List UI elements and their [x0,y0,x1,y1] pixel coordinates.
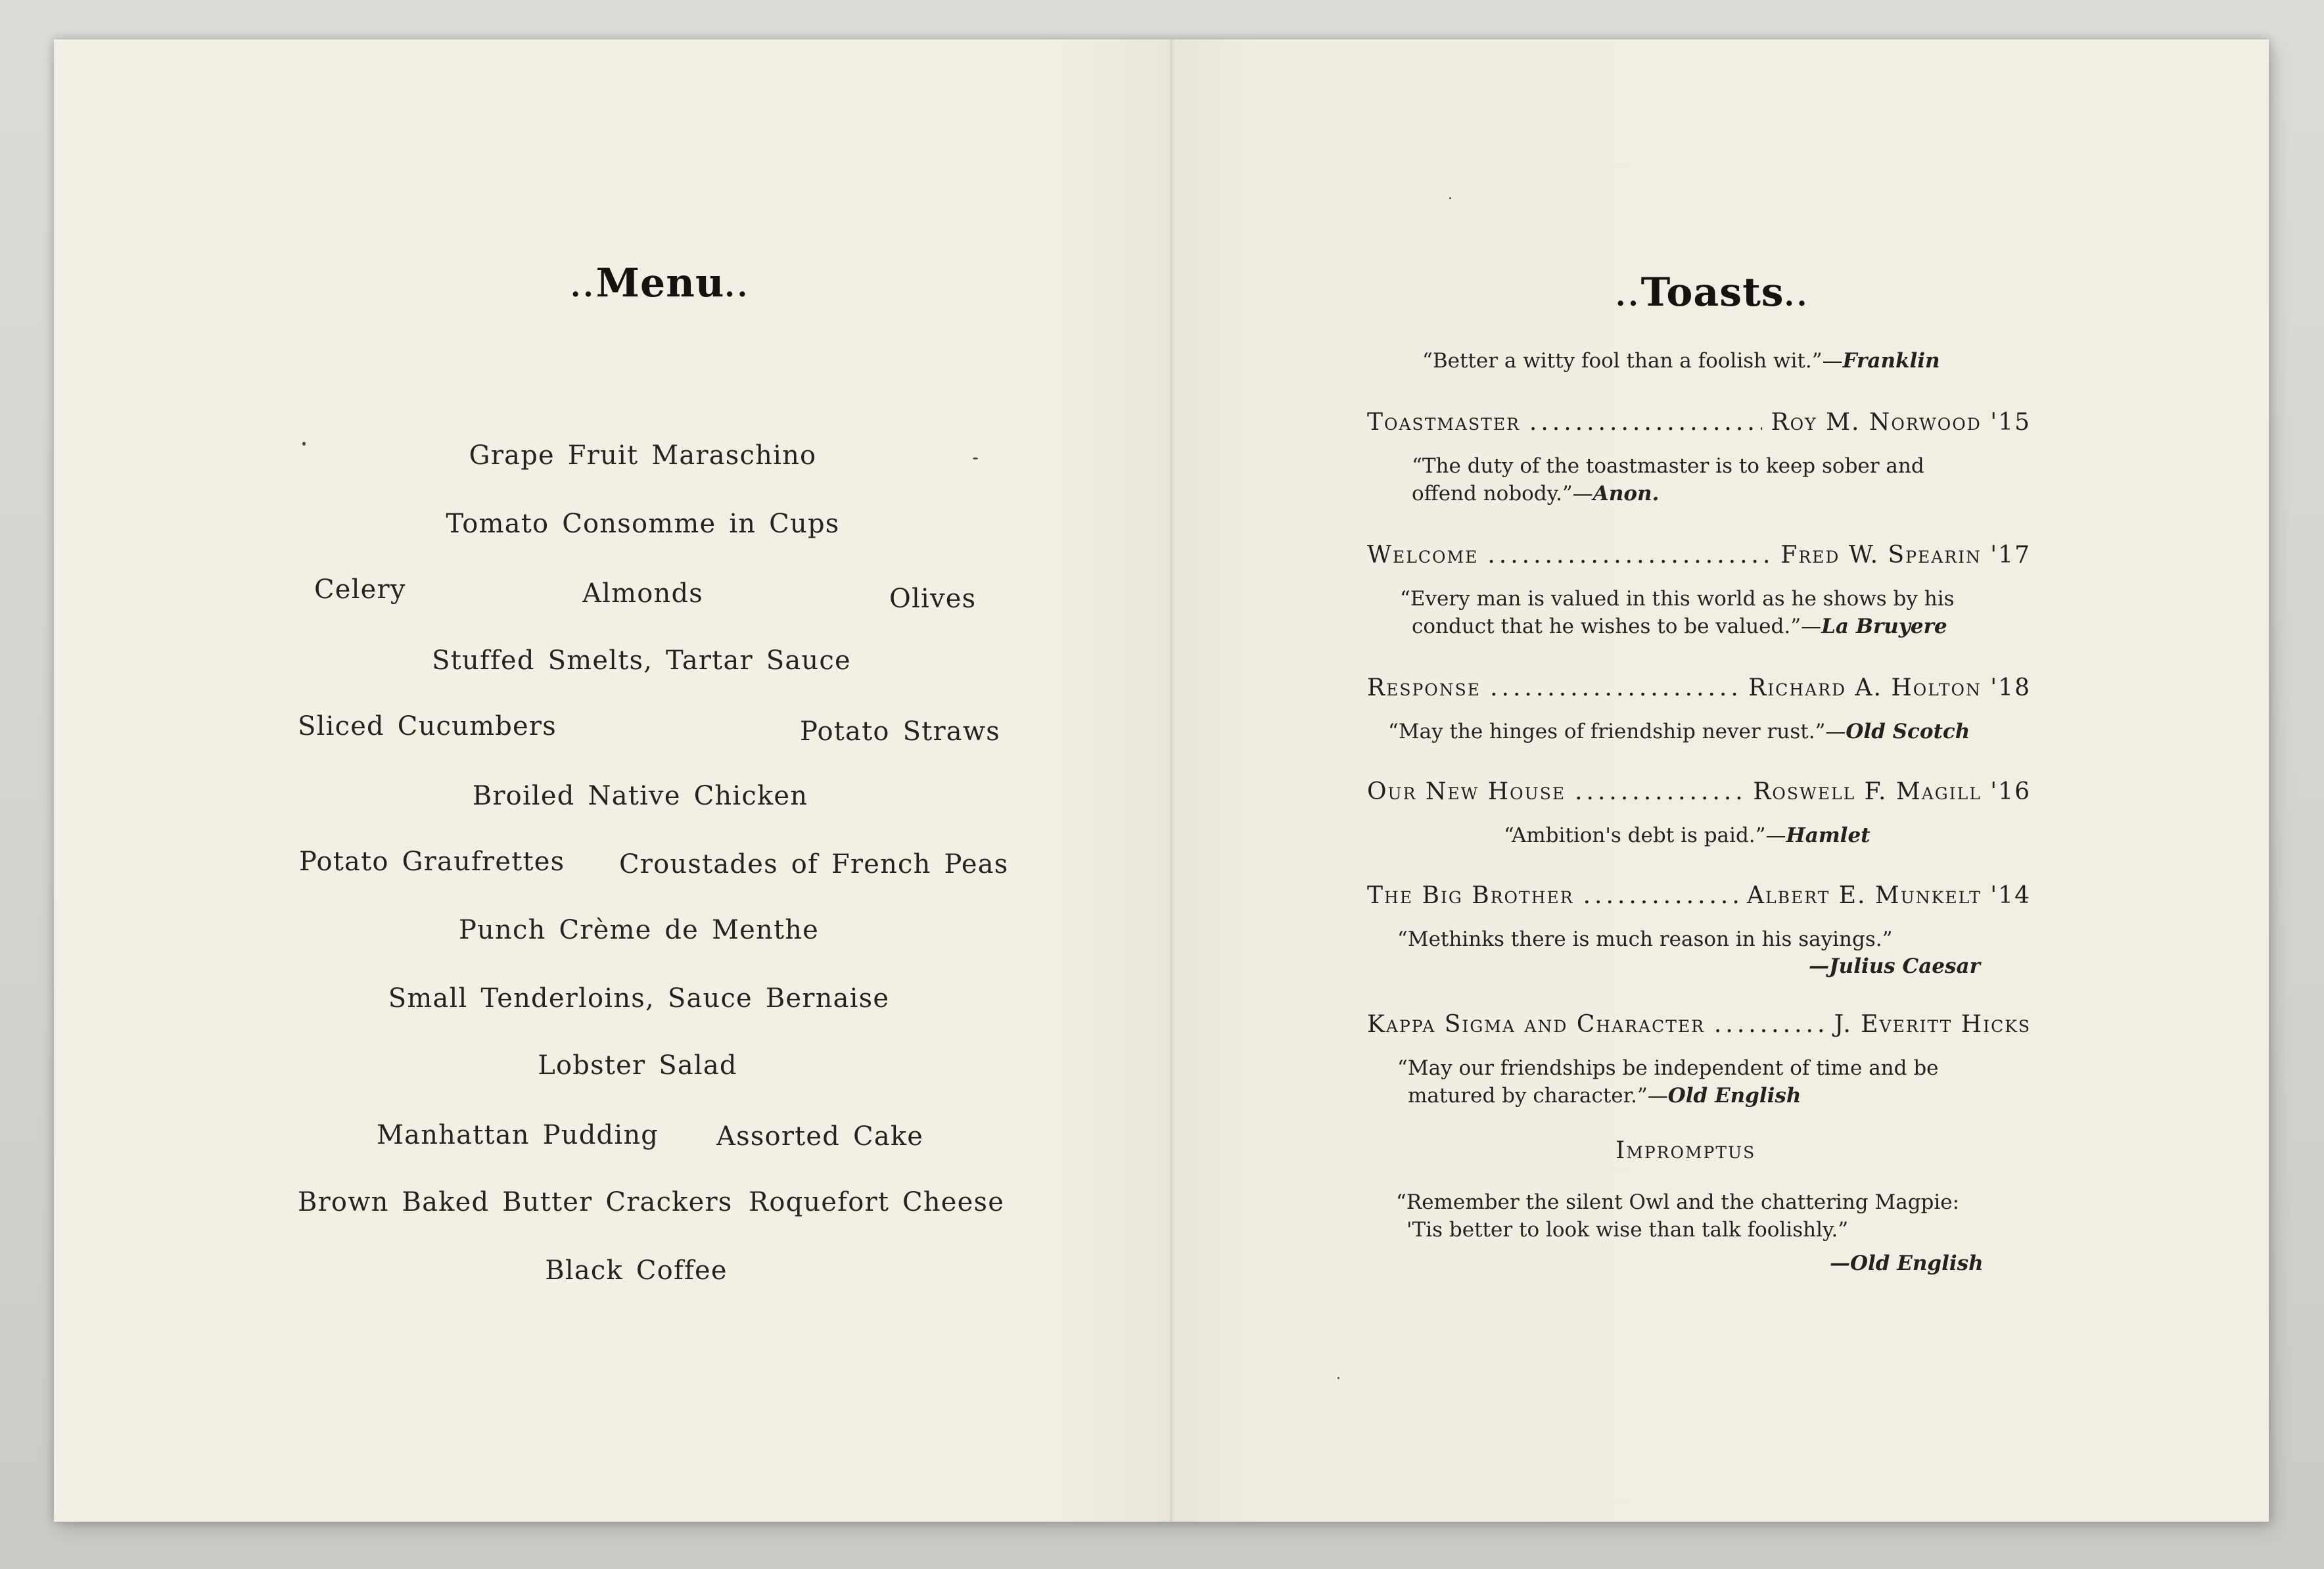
quote-line: “Methinks there is much reason in his sayings.” [1397,927,1893,951]
toast-speaker: Roswell F. Magill '16 [1753,778,2031,805]
menu-item: Stuffed Smelts, Tartar Sauce [432,645,851,676]
menu-item: Assorted Cake [716,1121,924,1152]
menu-item: Punch Crème de Menthe [458,915,820,945]
menu-item: Roquefort Cheese [749,1187,1005,1217]
menu-item: Sliced Cucumbers [298,711,557,741]
quote-line: 'Tis better to look wise than talk foolishly.” [1406,1218,1849,1242]
paper-speck [302,442,306,446]
toast-line [1367,778,2031,805]
menu-item: Celery [314,574,406,605]
menu-item: Potato Straws [800,716,1000,747]
menu-heading [570,260,750,306]
toast-role: Response [1367,674,1481,701]
epigraph-text: “Better a witty fool than a foolish wit.”— [1422,349,1843,373]
quote-line: “Ambition's debt is paid.”— [1504,824,1786,847]
menu-item: Croustades of French Peas [619,849,1009,879]
menu-item: Tomato Consomme in Cups [446,509,840,539]
toast-quote [1388,718,1970,745]
heading-dots-left: .. [570,270,596,304]
center-fold [1169,39,1173,1522]
quote-line: conduct that he wishes to be valued.”— [1412,615,1822,638]
toast-role: The Big Brother [1367,882,1574,909]
menu-item: Broiled Native Chicken [472,781,808,811]
impromptus-heading: Impromptus [1615,1137,1756,1164]
toast-speaker: Roy M. Norwood '15 [1771,409,2031,436]
heading-dots-right: .. [724,270,751,304]
toast-role: Kappa Sigma and Character [1367,1011,1705,1038]
dot-leader [1575,778,1744,805]
quote-source: Old Scotch [1846,720,1970,743]
toast-role: Toastmaster [1367,409,1520,436]
paper-speck [1337,1377,1339,1379]
toast-line [1367,674,2031,701]
impromptus-source: —Old English [1830,1252,1984,1275]
menu-item: Black Coffee [545,1255,728,1286]
menu-item: Almonds [582,578,703,609]
epigraph-source: Franklin [1842,349,1940,373]
menu-item: Small Tenderloins, Sauce Bernaise [388,983,890,1014]
menu-item: Grape Fruit Maraschino [469,440,817,471]
toast-role: Our New House [1367,778,1566,805]
toast-quote [1397,1054,1939,1110]
impromptus-quote [1396,1188,1959,1244]
quote-line: “May the hinges of friendship never rust.”— [1388,720,1846,743]
menu-item: Manhattan Pudding [377,1120,659,1150]
quote-line: “Every man is valued in this world as he shows by his [1400,587,1955,611]
menu-item: Lobster Salad [538,1050,737,1081]
dot-leader [1583,882,1738,909]
dot-leader [1490,674,1739,701]
quote-line-with-source [1397,1082,1939,1110]
paper-speck [1449,197,1451,199]
quote-line-with-source [1400,613,1955,640]
heading-dots-right: .. [1784,279,1810,313]
menu-title: Menu [595,260,725,306]
dot-leader [1714,1011,1825,1038]
toast-line [1367,542,2031,569]
paper-speck [973,457,978,459]
menu-item: Olives [889,584,977,614]
quote-line: matured by character.”— [1408,1084,1668,1108]
quote-source: Anon. [1592,482,1660,505]
epigraph [1422,347,1940,375]
toast-speaker: Albert E. Munkelt '14 [1746,882,2031,909]
menu-item: Brown Baked Butter Crackers [298,1187,733,1217]
toast-speaker: J. Everitt Hicks [1834,1011,2031,1038]
quote-source: Hamlet [1786,824,1871,847]
toast-quote [1504,822,1871,849]
dot-leader [1487,542,1771,569]
toast-quote [1400,585,1955,640]
menu-item: Potato Graufrettes [299,847,565,877]
toast-quote [1412,452,1924,507]
quote-source: Old English [1667,1084,1801,1108]
toast-line [1367,409,2031,436]
toast-line [1367,882,2031,909]
quote-source: La Bruyere [1821,615,1947,638]
dot-leader [1529,409,1762,436]
quote-line-with-source [1412,480,1924,507]
quote-line: “May our friendships be independent of time and be [1397,1056,1939,1080]
quote-source: —Julius Caesar [1809,954,1980,978]
quote-line: offend nobody.”— [1412,482,1593,505]
toasts-title: Toasts [1640,269,1784,316]
quote-line: “Remember the silent Owl and the chattering Magpie: [1396,1190,1960,1214]
toast-quote [1397,925,1892,953]
toast-role: Welcome [1367,542,1479,569]
toast-speaker: Fred W. Spearin '17 [1780,542,2031,569]
toast-line [1367,1011,2031,1038]
toasts-heading [1615,269,1809,316]
quote-line: “The duty of the toastmaster is to keep sober and [1412,454,1924,478]
toast-speaker: Richard A. Holton '18 [1748,674,2031,701]
heading-dots-left: .. [1615,279,1641,313]
